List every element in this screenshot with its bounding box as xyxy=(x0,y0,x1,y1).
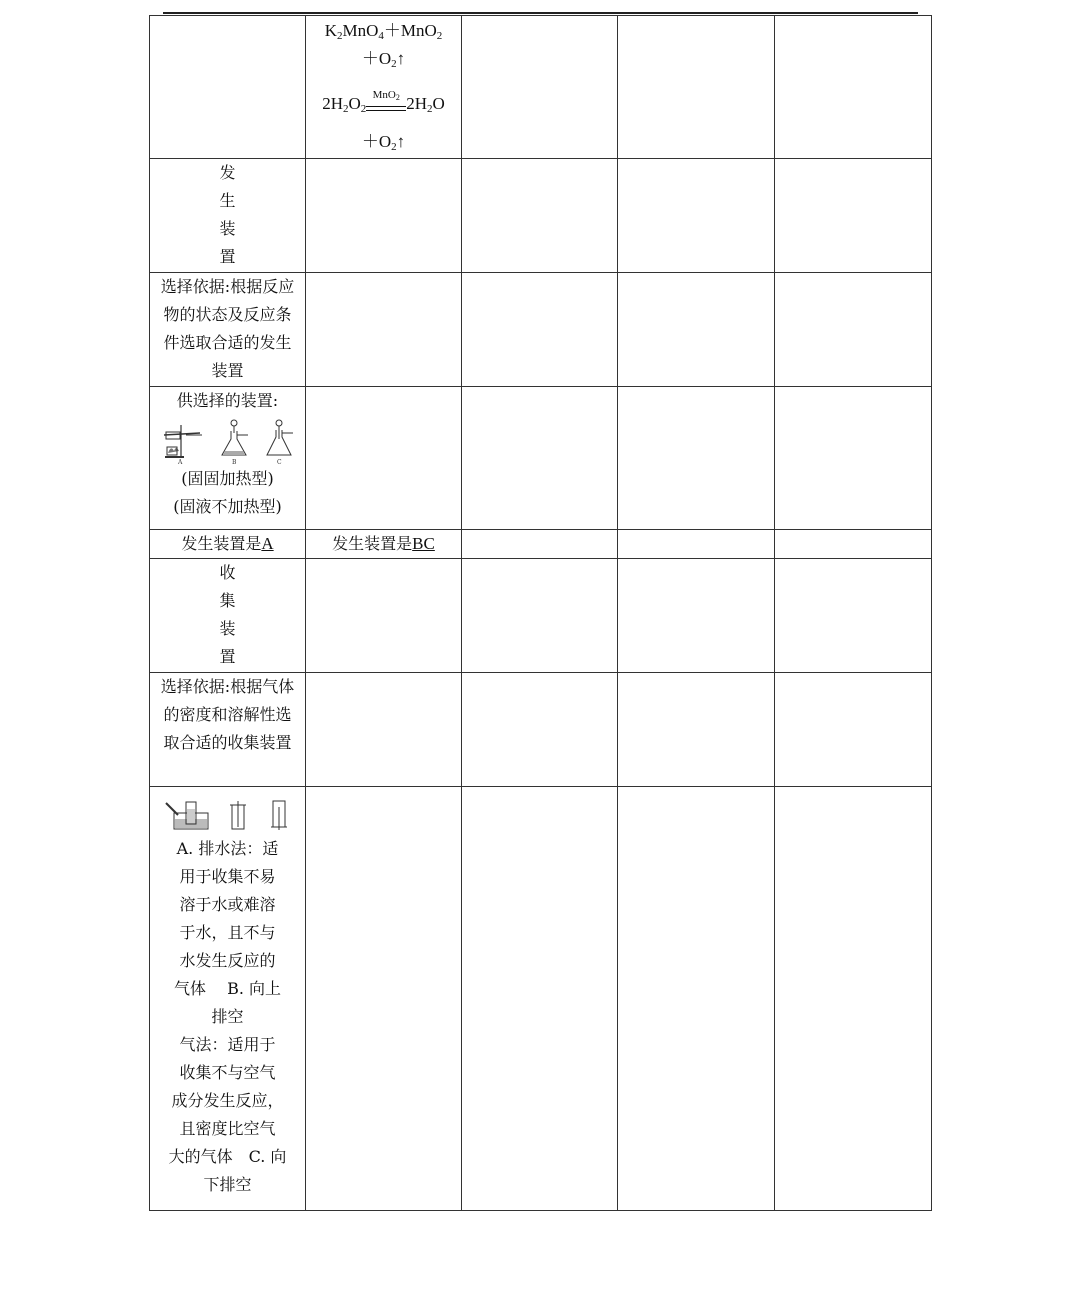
cell xyxy=(775,273,932,387)
reaction-equations xyxy=(306,16,462,159)
generator-basis-text: 选择依据:根据反应物的状态及反应条件选取合适的发生装置 xyxy=(160,277,295,380)
generator-answer-a: 发生装置是A xyxy=(150,530,306,559)
cell xyxy=(618,787,775,1211)
cell xyxy=(462,787,618,1211)
cell xyxy=(306,787,462,1211)
cell xyxy=(775,787,932,1211)
cell xyxy=(775,530,932,559)
cell xyxy=(618,530,775,559)
generator-basis xyxy=(150,273,306,387)
collector-basis xyxy=(150,673,306,787)
generator-basis-row xyxy=(150,273,932,387)
reaction-row xyxy=(150,16,932,159)
generator-heading: 发 生 装 置 xyxy=(150,159,306,273)
cell xyxy=(306,673,462,787)
cell xyxy=(462,530,618,559)
collector-methods xyxy=(150,787,306,1211)
cell xyxy=(775,673,932,787)
cell xyxy=(618,273,775,387)
cell xyxy=(462,673,618,787)
cell xyxy=(618,387,775,530)
collector-basis-row xyxy=(150,673,932,787)
collector-basis-text: 选择依据:根据气体的密度和溶解性选取合适的收集装置 xyxy=(160,677,295,752)
cell xyxy=(618,673,775,787)
cell xyxy=(775,387,932,530)
cell xyxy=(150,16,306,159)
lab-table xyxy=(149,15,932,1211)
collector-figures xyxy=(150,787,305,835)
cell xyxy=(306,273,462,387)
upward-air-bottle-icon xyxy=(226,799,250,831)
device-figures xyxy=(150,415,305,465)
collection-methods-text: A. 排水法：适 用于收集不易 溶于水或难溶 于水，且不与 水发生反应的 气体 B. 向上 排空 气法：适用于 收集不与空气 成分发生反应， 且密度比空气 大的气体 C. 向 下排空 xyxy=(168,839,287,1194)
conical-flask-icon xyxy=(219,419,249,465)
svg-text:B: B xyxy=(231,459,236,465)
equation-line-4: $+O_2↑$ xyxy=(361,132,406,153)
cell xyxy=(462,159,618,273)
cell xyxy=(462,559,618,673)
heating-apparatus-icon xyxy=(162,419,204,465)
generator-options-row xyxy=(150,387,932,530)
cell xyxy=(618,559,775,673)
cell xyxy=(462,273,618,387)
generator-options xyxy=(150,387,306,530)
equation-line-3: $2H_2O_2$ MnO$_2$ $2H_2O$ xyxy=(306,90,461,118)
cell xyxy=(618,159,775,273)
cell xyxy=(775,159,932,273)
cell xyxy=(306,559,462,673)
collector-methods-row xyxy=(150,787,932,1211)
generator-answer-bc: 发生装置是BC xyxy=(306,530,462,559)
top-rule xyxy=(163,12,918,14)
collector-heading-row xyxy=(150,559,932,673)
options-label: 供选择的装置: xyxy=(176,391,279,410)
collector-heading: 收 集 装 置 xyxy=(150,559,306,673)
cell xyxy=(775,559,932,673)
downward-air-bottle-icon xyxy=(267,799,291,831)
svg-text:C: C xyxy=(276,459,282,465)
type-a-label: (固固加热型) xyxy=(181,469,274,488)
catalyst-condition: MnO$_2$ xyxy=(366,90,406,118)
cell xyxy=(775,16,932,159)
cell xyxy=(462,16,618,159)
type-bc-label: (固液不加热型) xyxy=(173,497,282,516)
cell xyxy=(462,387,618,530)
water-trough-icon xyxy=(164,799,210,831)
cell xyxy=(306,159,462,273)
generator-heading-row xyxy=(150,159,932,273)
equation-line-1: $K_2MnO_4+MnO_2$ xyxy=(324,21,443,42)
svg-text:A: A xyxy=(177,459,182,465)
cell xyxy=(306,387,462,530)
equation-line-2: $+O_2↑$ xyxy=(361,49,406,70)
generator-answer-row xyxy=(150,530,932,559)
flask-funnel-icon xyxy=(264,419,294,465)
cell xyxy=(618,16,775,159)
